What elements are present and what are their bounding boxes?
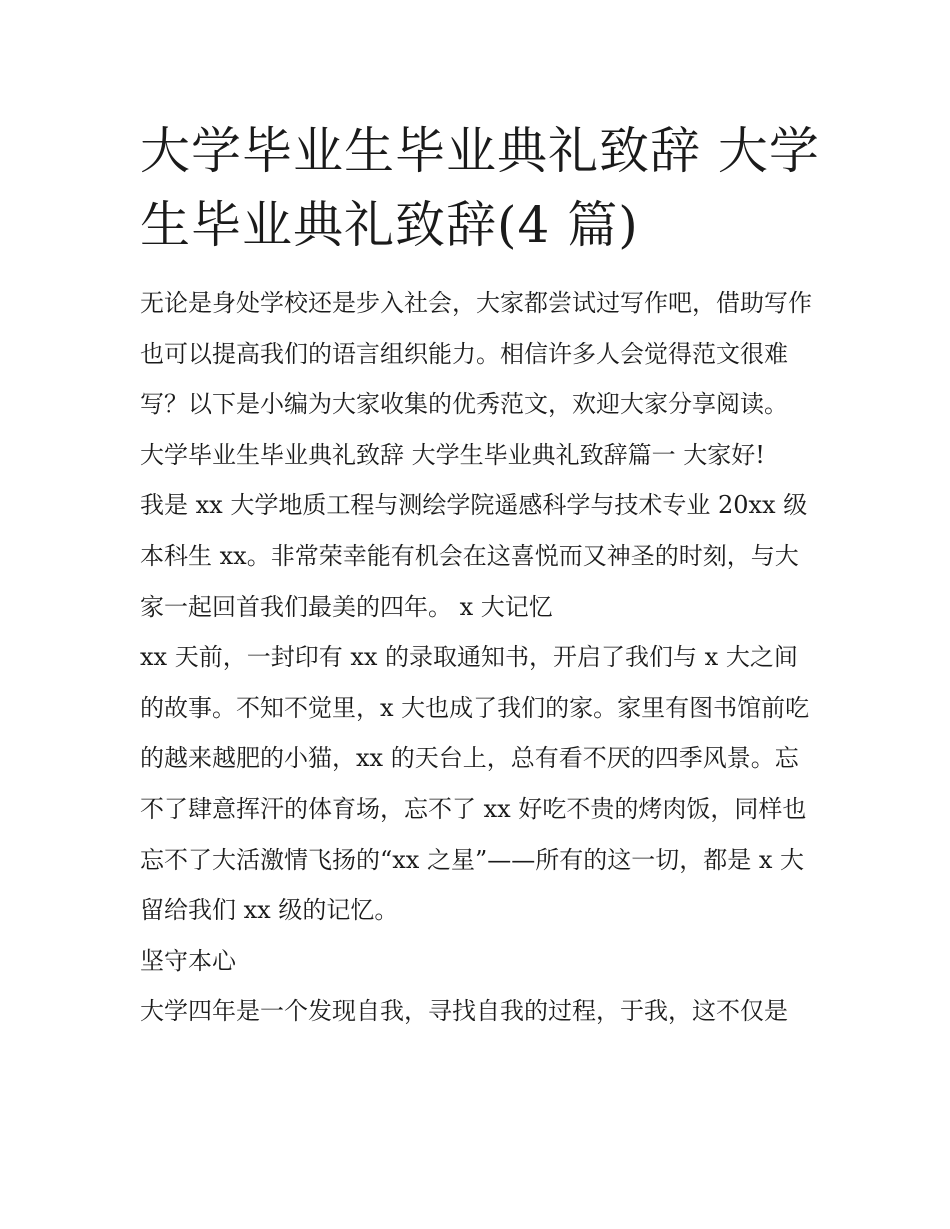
paragraph-continuation: 大学四年是一个发现自我，寻找自我的过程，于我，这不仅是 [140, 997, 788, 1026]
paragraph-memories: xx 天前，一封印有 xx 的录取通知书，开启了我们与 x 大之间的故事。不知不觉里，x 大也成了我们的家。家里有图书馆前吃的越来越肥的小猫，xx 的天台上，总有看不厌的四季风景。忘不了肆意挥汗的体育场，忘不了 xx 好吃不贵的烤肉饭，同样也忘不了大活激情飞扬的“xx 之星”——所有的这一切，都是 x 大留给我们 xx 级的记忆。 [140, 643, 810, 925]
document-title: 大学毕业生毕业典礼致辞 大学生毕业典礼致辞(4 篇) [140, 122, 820, 254]
paragraph-intro: 无论是身处学校还是步入社会，大家都尝试过写作吧，借助写作也可以提高我们的语言组织能力。相信许多人会觉得范文很难写？以下是小编为大家收集的优秀范文，欢迎大家分享阅读。 [140, 289, 812, 419]
document-body [140, 278, 816, 1037]
paragraph-self-introduction: 我是 xx 大学地质工程与测绘学院遥感科学与技术专业 20xx 级本科生 xx。非常荣幸能有机会在这喜悦而又神圣的时刻，与大家一起回首我们最美的四年。 x 大记忆 [140, 491, 808, 621]
paragraph-section-heading: 大学毕业生毕业典礼致辞 大学生毕业典礼致辞篇一 大家好! [140, 440, 765, 469]
paragraph-subheading: 坚守本心 [140, 946, 236, 975]
